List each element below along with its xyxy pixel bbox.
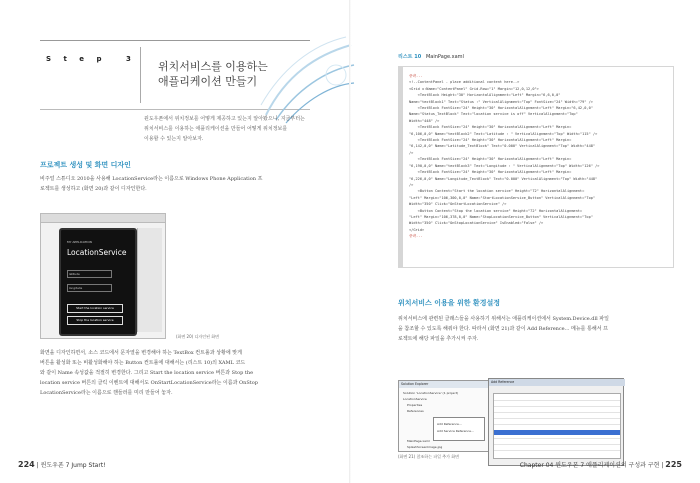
code-line: "Left" Margin="106,300,0,0" Name="StartLocationService_Button" VerticalAlignment="Top" <box>409 195 596 200</box>
page-number-left: 224 <box>18 460 35 469</box>
phone-latitude-field: latitude <box>67 270 112 278</box>
grid-line <box>494 438 620 439</box>
step-divider <box>140 47 141 103</box>
page-gutter <box>349 0 351 483</box>
explorer-row: SplashScreenImage.jpg <box>407 445 443 449</box>
properties-panel <box>137 228 162 332</box>
step-title-line2: 애플리케이션 만들기 <box>158 75 258 88</box>
phone-stop-button: Stop the location service <box>67 316 123 325</box>
grid-line <box>494 450 620 451</box>
step-number: 3 <box>126 55 131 63</box>
body-line: 와 같이 Name 속성값을 적절히 변경한다. 그리고 Start the location service 버튼과 Stop the <box>40 370 254 376</box>
grid-line <box>494 418 620 419</box>
code-line: Width="350" Click="OnStopLocationService" IsEnabled="False" /> <box>409 221 544 226</box>
page-number-right: 225 <box>665 460 682 469</box>
body-line: location service 버튼의 클릭 이벤트에 대해서도 OnStartLocationService라는 이름과 OnStop <box>40 380 258 386</box>
body-line: 을 참조할 수 있도록 해줘야 한다. 따라서 (화면 21)과 같이 Add Reference... 메뉴를 통해서 프 <box>398 326 608 332</box>
section1-paragraph <box>40 174 320 194</box>
selected-reference-row <box>494 430 620 435</box>
right-footer: Chapter 04 윈도우폰 7 애플리케이션의 구성과 구현 | 225 <box>519 460 682 469</box>
code-line: <TextBlock FontSize="24" Height="30" HorizontalAlignment="Left" Margin= <box>409 138 572 143</box>
code-line: </Grid> <box>409 227 425 232</box>
code-line: <Button Content="Start the location service" Height="72" HorizontalAlignment= <box>409 189 585 194</box>
section-heading-environment: 위치서비스 이용을 위한 환경설정 <box>398 299 500 307</box>
step-banner <box>40 40 310 110</box>
intro-text <box>144 114 314 144</box>
code-line: Width="448" /> <box>409 118 440 123</box>
decorative-swirl-icon <box>256 35 356 125</box>
listing-side-bar <box>399 67 403 267</box>
dialog-title: Add Reference <box>489 379 625 386</box>
code-listing <box>398 66 674 268</box>
body-line: 위치서비스에 관련된 클래스들을 사용하기 위해서는 애플리케이션에서 System.Device.dll 파일 <box>398 316 609 322</box>
listing-title <box>398 53 464 60</box>
emulator-toolbar <box>41 214 165 223</box>
body-line: 화면을 디자인하면서, 소스 코드에서 문자열을 변경해야 하는 TextBox 컨트롤과 상황에 맞게 <box>40 350 242 356</box>
section2-paragraph <box>398 314 680 344</box>
solution-explorer-title: Solution Explorer <box>399 381 491 388</box>
explorer-row: LocationService <box>403 397 427 401</box>
book-title-left: 윈도우폰 7 Jump Start! <box>40 462 106 469</box>
chapter-title: 윈도우폰 7 애플리케이션의 구성과 구현 <box>555 462 660 469</box>
intro-line: 이용할 수 있는지 알아보자. <box>144 136 204 142</box>
code-line: <Grid x:Name="ContentPanel" Grid.Row="1" Margin="12,0,12,0"> <box>409 86 539 91</box>
add-reference-dialog-screenshot <box>488 378 624 466</box>
menu-item-add-reference: Add Reference... <box>437 422 462 426</box>
code-line: "6,226,0,0" Name="Longitude_TextBlock" Text="0.000" VerticalAlignment="Top" Width="448" <box>409 176 598 181</box>
code-line: <TextBlock Height="30" HorizontalAlignment="Left" Margin="6,6,0,0" <box>409 93 561 98</box>
figure-caption-20: (화면 20) 디자인된 화면 <box>176 334 219 339</box>
section-heading-project: 프로젝트 생성 및 화면 디자인 <box>40 161 131 169</box>
phone-screenshot <box>40 213 166 339</box>
body-line: 로젝트를 생성하고 (화면 20)과 같이 디자인한다. <box>40 186 147 192</box>
solution-explorer-screenshot <box>398 380 490 452</box>
grid-line <box>494 412 620 413</box>
code-line: Name="Status_TextBlock" Text="location service is off" VerticalAlignment="Top" <box>409 112 578 117</box>
code-line: /> <box>409 182 414 187</box>
chapter-label: Chapter 04 <box>519 462 554 469</box>
explorer-row: Solution 'LocationService' (1 project) <box>403 391 459 395</box>
phone-page-title: LocationService <box>67 248 127 257</box>
context-menu <box>433 417 485 441</box>
code-line: /> <box>409 150 414 155</box>
step-title-line1: 위치서비스를 이용하는 <box>158 60 268 73</box>
listing-number: 리스트 10 <box>398 54 422 60</box>
body-line: LocationService라는 이름으로 핸들러를 미리 만들어 놓자. <box>40 390 173 396</box>
step-label: S t e p <box>46 55 107 63</box>
explorer-row: Properties <box>407 403 423 407</box>
body-paragraph <box>40 348 322 398</box>
code-line: "6,142,0,0" Name="Latitude_TextBlock" Text="0.000" VerticalAlignment="Top" Width="448" <box>409 144 596 149</box>
grid-line <box>494 444 620 445</box>
code-line: <TextBlock FontSize="24" Height="30" HorizontalAlignment="Left" Margin= <box>409 125 572 130</box>
code-line: "Left" Margin="106,378,0,0" Name="StopLocationService_Button" VerticalAlignment="Top" <box>409 214 593 219</box>
code-line: Width="350" Click="OnStartLocationService" /> <box>409 202 507 207</box>
explorer-row: MainPage.xaml <box>407 439 430 443</box>
step-title <box>158 59 268 89</box>
grid-line <box>494 406 620 407</box>
code-line: 중략... <box>409 74 423 78</box>
listing-filename: MainPage.xaml <box>425 54 464 60</box>
code-line: "6,106,0,0" Name="textBlock2" Text="Latitude : " VerticalAlignment="Top" Width="115" /> <box>409 131 598 136</box>
code-line: <!--ContentPanel - place additional content here--> <box>409 80 520 85</box>
code-line: <TextBlock FontSize="24" Height="30" HorizontalAlignment="Left" Margin= <box>409 157 572 162</box>
phone-app-header: MY APPLICATION <box>67 240 92 244</box>
code-line: Name="textBlock1" Text="Status :" VerticalAlignment="Top" FontSize="24" Width="79" /> <box>409 99 593 104</box>
grid-line <box>494 400 620 401</box>
body-line: 버튼을 활성화 또는 비활성화해야 하는 Button 컨트롤에 대해서는 (리스트 10)의 XAML 코드 <box>40 360 246 366</box>
menu-item-add-service-reference: Add Service Reference... <box>437 429 474 433</box>
code-line: <Button Content="Stop the location service" Height="72" HorizontalAlignment= <box>409 208 583 213</box>
figure-caption-21: (화면 21) 참조하는 파일 추가 화면 <box>398 454 459 459</box>
code-line: <TextBlock FontSize="24" Height="30" HorizontalAlignment="Left" Margin="6,42,0,0" <box>409 106 593 111</box>
body-line: 로젝트에 해당 파일을 추가시켜 주자. <box>398 336 479 342</box>
reference-list <box>493 393 621 459</box>
phone-emulator <box>59 228 137 336</box>
phone-start-button: Start the location service <box>67 304 123 313</box>
code-line: "6,190,0,0" Name="textBlock3" Text="Longitude : " VerticalAlignment="Top" Width="126" /> <box>409 163 600 168</box>
grid-line <box>494 424 620 425</box>
code-line: 중략... <box>409 234 423 239</box>
body-line: 비주얼 스튜디오 2010을 사용해 LocationService라는 이름으로 Windows Phone Application 프 <box>40 176 263 182</box>
intro-line: 위치서비스를 이용하는 애플리케이션을 만들어 어떻게 위치정보를 <box>144 126 288 132</box>
left-footer: 224 | 윈도우폰 7 Jump Start! <box>18 460 106 469</box>
code-block <box>409 73 669 240</box>
explorer-row: References <box>407 409 424 413</box>
code-line: <TextBlock FontSize="24" Height="30" HorizontalAlignment="Left" Margin= <box>409 170 572 175</box>
phone-longitude-field: longitude <box>67 284 112 292</box>
intro-line: 윈도우폰에서 위치정보를 어떻게 제공하고 있는지 알아봤으니, 지금부터는 <box>144 116 305 122</box>
